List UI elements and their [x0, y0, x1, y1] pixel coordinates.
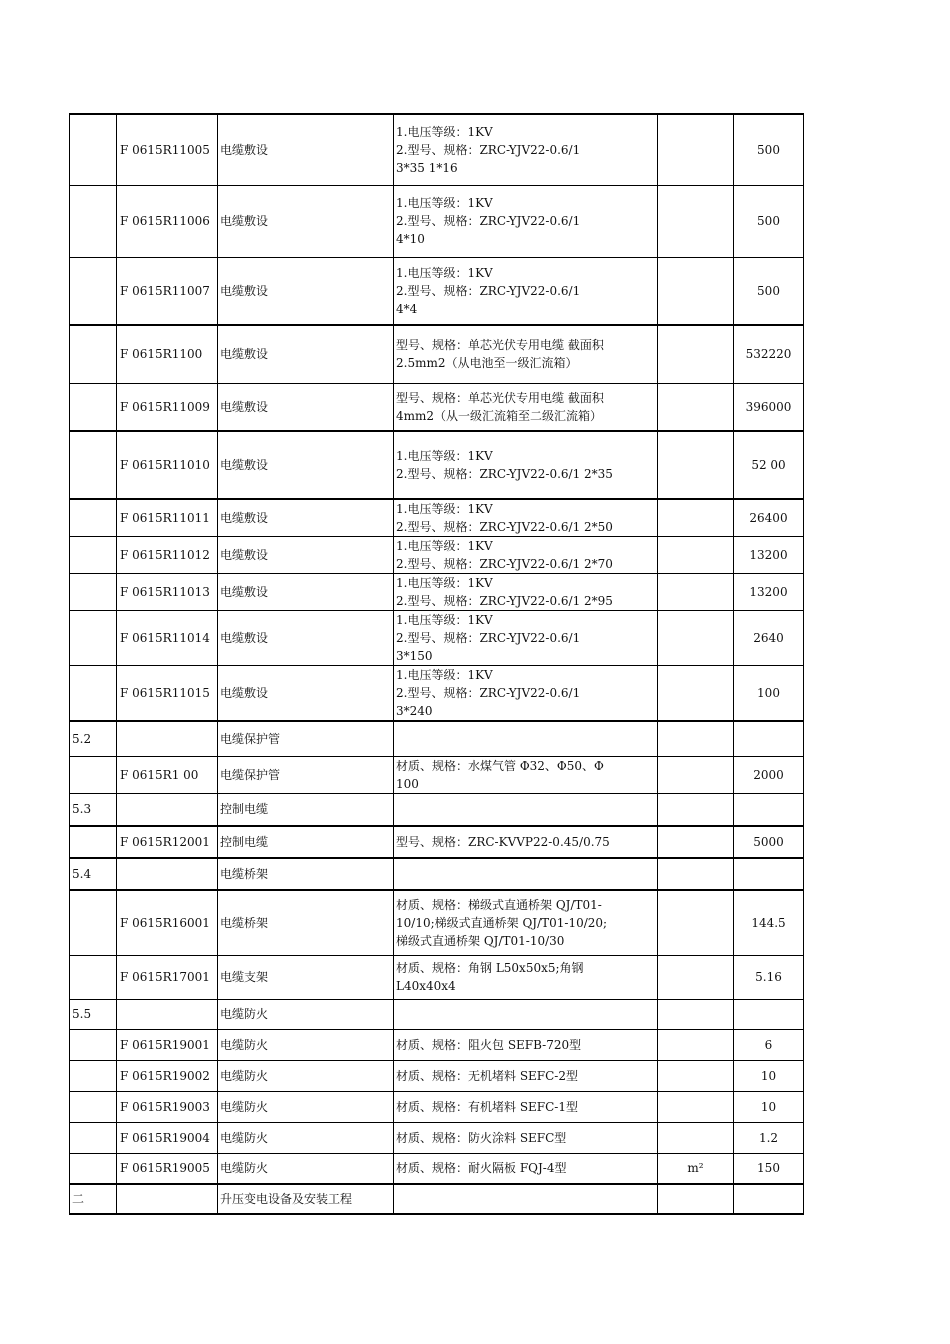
- cell-no: [70, 1029, 117, 1060]
- cell-name: 电缆防火: [218, 1029, 394, 1060]
- cell-qty: 500: [734, 114, 804, 185]
- cell-qty: 13200: [734, 537, 804, 574]
- cell-unit: [658, 325, 734, 383]
- cell-qty: 5.16: [734, 955, 804, 999]
- cell-no: [70, 826, 117, 858]
- cell-no: [70, 955, 117, 999]
- cell-name: 电缆防火: [218, 1060, 394, 1091]
- cell-name: 电缆敷设: [218, 257, 394, 325]
- cell-unit: [658, 1122, 734, 1153]
- cell-code: F 0615R12001: [117, 826, 218, 858]
- table-body: [70, 114, 804, 1214]
- cell-desc: [394, 793, 658, 826]
- cell-qty: [734, 858, 804, 890]
- cell-name: 电缆敷设: [218, 537, 394, 574]
- table-row: [70, 1060, 804, 1091]
- cell-name: 电缆敷设: [218, 611, 394, 666]
- cell-desc: 1.电压等级：1KV 2.型号、规格：ZRC-YJV22-0.6/1 4*10: [394, 185, 658, 257]
- cell-unit: [658, 999, 734, 1029]
- cell-code: [117, 1184, 218, 1214]
- cell-no: [70, 890, 117, 955]
- cell-no: [70, 383, 117, 431]
- cell-code: F 0615R11012: [117, 537, 218, 574]
- cell-qty: 396000: [734, 383, 804, 431]
- table-row: [70, 721, 804, 756]
- cell-code: F 0615R11009: [117, 383, 218, 431]
- cell-qty: [734, 793, 804, 826]
- cell-code: F 0615R1100: [117, 325, 218, 383]
- cell-desc: 1.电压等级：1KV 2.型号、规格：ZRC-YJV22-0.6/1 2*50: [394, 499, 658, 537]
- cell-desc: [394, 1184, 658, 1214]
- table-row: [70, 1184, 804, 1214]
- cell-qty: 5000: [734, 826, 804, 858]
- table-row: [70, 499, 804, 537]
- cell-no: [70, 185, 117, 257]
- cell-name: 电缆保护管: [218, 721, 394, 756]
- cell-name: 电缆敷设: [218, 185, 394, 257]
- cell-qty: 2640: [734, 611, 804, 666]
- cell-name: 控制电缆: [218, 793, 394, 826]
- cell-unit: [658, 383, 734, 431]
- table-row: [70, 611, 804, 666]
- cell-unit: [658, 858, 734, 890]
- cell-qty: 532220: [734, 325, 804, 383]
- cell-unit: [658, 114, 734, 185]
- table-row: [70, 431, 804, 499]
- cell-code: F 0615R11007: [117, 257, 218, 325]
- cell-code: F 0615R11010: [117, 431, 218, 499]
- cell-no: [70, 1091, 117, 1122]
- cell-qty: [734, 999, 804, 1029]
- cell-unit: [658, 185, 734, 257]
- cell-desc: 1.电压等级：1KV 2.型号、规格：ZRC-YJV22-0.6/1 2*95: [394, 574, 658, 611]
- table-row: [70, 890, 804, 955]
- cell-unit: [658, 955, 734, 999]
- cell-code: [117, 999, 218, 1029]
- cell-no: [70, 666, 117, 722]
- cell-qty: 10: [734, 1060, 804, 1091]
- cell-code: F 0615R11005: [117, 114, 218, 185]
- cell-qty: [734, 721, 804, 756]
- table-row: [70, 1153, 804, 1184]
- cell-name: 电缆桥架: [218, 890, 394, 955]
- cell-code: F 0615R1 00: [117, 756, 218, 793]
- cell-unit: [658, 257, 734, 325]
- cell-name: 升压变电设备及安装工程: [218, 1184, 394, 1214]
- cell-name: 电缆敷设: [218, 431, 394, 499]
- cell-desc: [394, 858, 658, 890]
- table-row: [70, 574, 804, 611]
- cell-unit: [658, 499, 734, 537]
- cell-unit: [658, 1091, 734, 1122]
- cell-unit: [658, 1184, 734, 1214]
- cell-no: 5.2: [70, 721, 117, 756]
- cell-code: F 0615R19003: [117, 1091, 218, 1122]
- cell-qty: 2000: [734, 756, 804, 793]
- table-row: [70, 1122, 804, 1153]
- cell-desc: 1.电压等级：1KV 2.型号、规格：ZRC-YJV22-0.6/1 2*70: [394, 537, 658, 574]
- cell-qty: 1.2: [734, 1122, 804, 1153]
- cell-no: [70, 257, 117, 325]
- table-row: [70, 257, 804, 325]
- cell-no: [70, 1122, 117, 1153]
- cell-code: F 0615R11006: [117, 185, 218, 257]
- cell-qty: 500: [734, 257, 804, 325]
- cell-no: 5.4: [70, 858, 117, 890]
- cell-code: [117, 858, 218, 890]
- cell-desc: [394, 999, 658, 1029]
- cell-desc: 材质、规格：耐火隔板 FQJ-4型: [394, 1153, 658, 1184]
- cell-qty: 26400: [734, 499, 804, 537]
- table-row: [70, 793, 804, 826]
- bill-of-quantities-table: [69, 113, 804, 1215]
- cell-code: F 0615R16001: [117, 890, 218, 955]
- cell-name: 电缆防火: [218, 999, 394, 1029]
- cell-no: 二: [70, 1184, 117, 1214]
- cell-code: F 0615R11013: [117, 574, 218, 611]
- table-row: [70, 858, 804, 890]
- cell-name: 电缆敷设: [218, 114, 394, 185]
- cell-desc: 材质、规格：阻火包 SEFB-720型: [394, 1029, 658, 1060]
- cell-no: [70, 499, 117, 537]
- cell-qty: 100: [734, 666, 804, 722]
- cell-name: 电缆敷设: [218, 383, 394, 431]
- cell-qty: 13200: [734, 574, 804, 611]
- cell-no: [70, 756, 117, 793]
- cell-unit: [658, 826, 734, 858]
- cell-unit: [658, 890, 734, 955]
- table-row: [70, 114, 804, 185]
- cell-qty: 150: [734, 1153, 804, 1184]
- cell-desc: 材质、规格：无机堵料 SEFC-2型: [394, 1060, 658, 1091]
- cell-name: 电缆防火: [218, 1091, 394, 1122]
- cell-no: [70, 537, 117, 574]
- cell-unit: [658, 666, 734, 722]
- table-row: [70, 537, 804, 574]
- cell-no: [70, 325, 117, 383]
- cell-code: F 0615R17001: [117, 955, 218, 999]
- cell-name: 电缆防火: [218, 1153, 394, 1184]
- cell-unit: [658, 574, 734, 611]
- cell-code: F 0615R11011: [117, 499, 218, 537]
- cell-unit: [658, 611, 734, 666]
- cell-unit: [658, 431, 734, 499]
- table-row: [70, 325, 804, 383]
- cell-unit: [658, 537, 734, 574]
- cell-qty: 500: [734, 185, 804, 257]
- cell-desc: 材质、规格：有机堵料 SEFC-1型: [394, 1091, 658, 1122]
- cell-unit: [658, 1029, 734, 1060]
- cell-code: F 0615R19004: [117, 1122, 218, 1153]
- cell-desc: 材质、规格：梯级式直通桥架 QJ/T01- 10/10;梯级式直通桥架 QJ/T01-10/20; 梯级式直通桥架 QJ/T01-10/30: [394, 890, 658, 955]
- table-row: [70, 185, 804, 257]
- table-row: [70, 826, 804, 858]
- cell-desc: 1.电压等级：1KV 2.型号、规格：ZRC-YJV22-0.6/1 2*35: [394, 431, 658, 499]
- cell-no: [70, 431, 117, 499]
- cell-unit: [658, 1060, 734, 1091]
- cell-desc: 1.电压等级：1KV 2.型号、规格：ZRC-YJV22-0.6/1 3*150: [394, 611, 658, 666]
- cell-code: F 0615R19005: [117, 1153, 218, 1184]
- cell-desc: 型号、规格：单芯光伏专用电缆 截面积 4mm2（从一级汇流箱至二级汇流箱）: [394, 383, 658, 431]
- cell-desc: [394, 721, 658, 756]
- cell-qty: 10: [734, 1091, 804, 1122]
- table-row: [70, 1029, 804, 1060]
- cell-no: [70, 114, 117, 185]
- cell-name: 电缆桥架: [218, 858, 394, 890]
- cell-code: F 0615R11015: [117, 666, 218, 722]
- cell-no: [70, 1153, 117, 1184]
- cell-qty: 144.5: [734, 890, 804, 955]
- cell-unit: m²: [658, 1153, 734, 1184]
- cell-code: F 0615R11014: [117, 611, 218, 666]
- cell-desc: 1.电压等级：1KV 2.型号、规格：ZRC-YJV22-0.6/1 3*35 1*16: [394, 114, 658, 185]
- table-row: [70, 383, 804, 431]
- cell-code: [117, 793, 218, 826]
- cell-desc: 型号、规格：单芯光伏专用电缆 截面积 2.5mm2（从电池至一级汇流箱）: [394, 325, 658, 383]
- cell-code: [117, 721, 218, 756]
- cell-desc: 型号、规格：ZRC-KVVP22-0.45/0.75: [394, 826, 658, 858]
- table-row: [70, 955, 804, 999]
- cell-no: 5.5: [70, 999, 117, 1029]
- cell-code: F 0615R19001: [117, 1029, 218, 1060]
- cell-unit: [658, 756, 734, 793]
- cell-desc: 材质、规格：防火涂料 SEFC型: [394, 1122, 658, 1153]
- cell-no: [70, 611, 117, 666]
- cell-name: 电缆保护管: [218, 756, 394, 793]
- cell-desc: 材质、规格：水煤气管 Φ32、Φ50、Φ 100: [394, 756, 658, 793]
- cell-no: [70, 574, 117, 611]
- cell-qty: 6: [734, 1029, 804, 1060]
- cell-no: 5.3: [70, 793, 117, 826]
- cell-unit: [658, 793, 734, 826]
- cell-name: 电缆防火: [218, 1122, 394, 1153]
- table-row: [70, 999, 804, 1029]
- cell-qty: 52 00: [734, 431, 804, 499]
- cell-name: 电缆敷设: [218, 574, 394, 611]
- cell-no: [70, 1060, 117, 1091]
- cell-name: 电缆敷设: [218, 325, 394, 383]
- cell-code: F 0615R19002: [117, 1060, 218, 1091]
- cell-name: 电缆支架: [218, 955, 394, 999]
- cell-desc: 材质、规格：角钢 L50x50x5;角钢 L40x40x4: [394, 955, 658, 999]
- cell-name: 电缆敷设: [218, 666, 394, 722]
- table-row: [70, 666, 804, 722]
- cell-name: 电缆敷设: [218, 499, 394, 537]
- table-row: [70, 1091, 804, 1122]
- cell-desc: 1.电压等级：1KV 2.型号、规格：ZRC-YJV22-0.6/1 4*4: [394, 257, 658, 325]
- table-row: [70, 756, 804, 793]
- cell-desc: 1.电压等级：1KV 2.型号、规格：ZRC-YJV22-0.6/1 3*240: [394, 666, 658, 722]
- cell-name: 控制电缆: [218, 826, 394, 858]
- cell-qty: [734, 1184, 804, 1214]
- cell-unit: [658, 721, 734, 756]
